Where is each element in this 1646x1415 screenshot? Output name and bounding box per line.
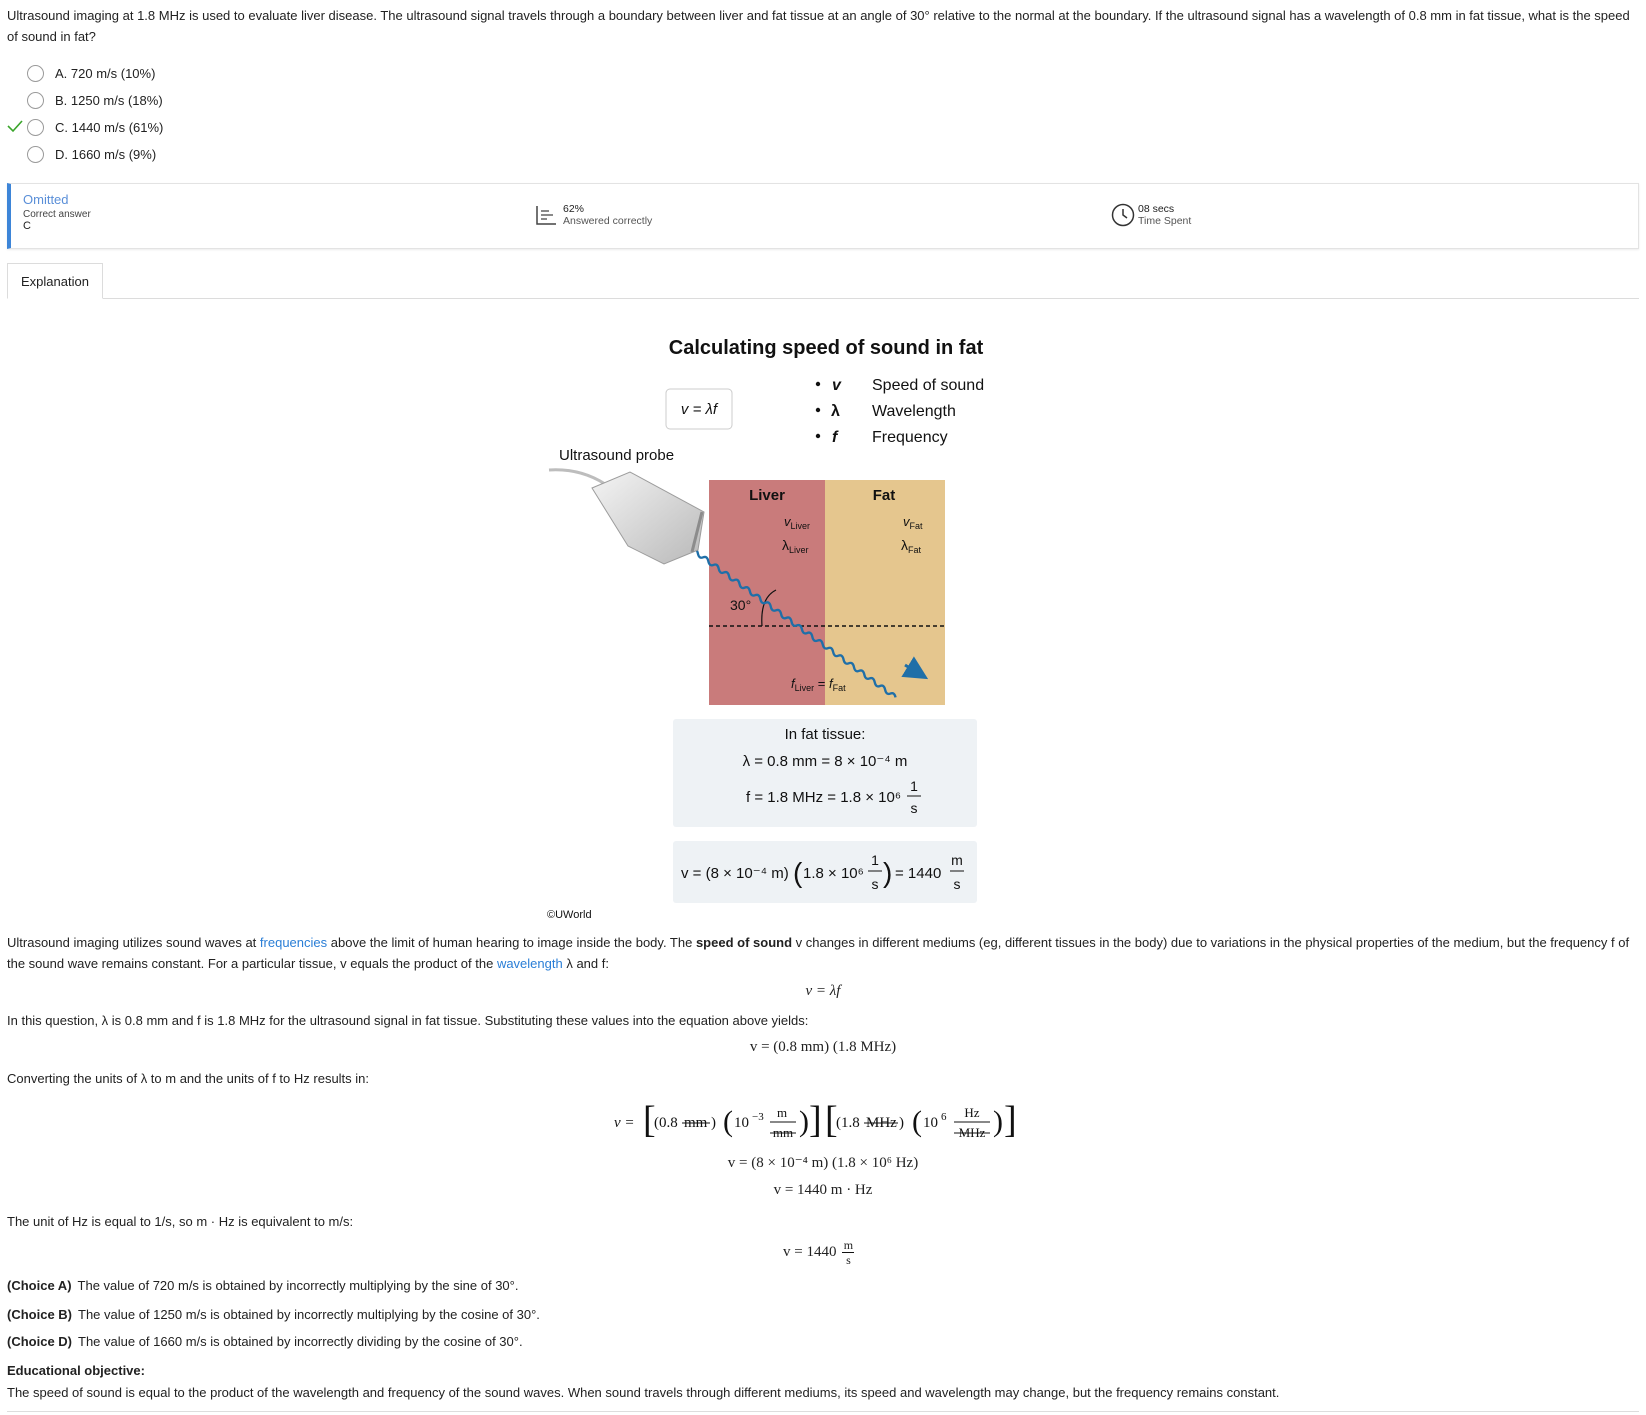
choice-a-expl-label: (Choice A): [7, 1278, 72, 1293]
eq3-ten-2: 10: [923, 1115, 938, 1131]
ultrasound-probe-icon: [549, 470, 704, 564]
equation-2: v = (0.8 mm) (1.8 MHz): [749, 1039, 897, 1055]
eq3-paren-close-4: ): [993, 1105, 1003, 1138]
eq3-hz: Hz: [964, 1105, 980, 1120]
equation-4: v = (8 × 10⁻⁴ m) (1.8 × 10⁶ Hz): [727, 1155, 919, 1171]
eq3-mm: mm: [684, 1115, 708, 1131]
checkmark-icon: [7, 118, 23, 134]
eq3-val1: (0.8: [654, 1115, 678, 1131]
equation-1: v = λf: [805, 983, 841, 999]
choice-a[interactable]: [7, 60, 163, 87]
choice-b-expl-text: The value of 1250 m/s is obtained by incorrectly multiplying by the cosine of 30°.: [78, 1307, 540, 1322]
status-text: Omitted: [23, 192, 69, 207]
explanation-paragraph-4: The unit of Hz is equal to 1/s, so m · Hz is equivalent to m/s:: [7, 1214, 354, 1229]
lambda-fat-symbol: $\lambda_{Fat}$: [901, 537, 922, 555]
legend-label-f: Frequency: [872, 429, 948, 446]
clock-icon: [1111, 203, 1135, 227]
eq3-mm-den: mm: [772, 1125, 794, 1140]
choice-b[interactable]: [7, 87, 163, 114]
bottom-divider: [7, 1411, 1639, 1412]
unit-conversion-equation: [610, 1096, 1040, 1148]
percent-label: Answered correctly: [563, 215, 653, 227]
eq3-paren-open-2: (: [723, 1105, 733, 1138]
eq3-val2: (1.8: [836, 1115, 860, 1131]
question-stem: Ultrasound imaging at 1.8 MHz is used to evaluate liver disease. The ultrasound signal travels through a boundary between liver and fat tissue at an angle of 30° relative to the normal at the boundary. If the ultrasound signal has a wavelength of 0.8 mm in fat tissue, what is the speed of sound in fat?: [7, 8, 1630, 44]
speed-result-left: v = (8 × 10⁻⁴ m): [681, 865, 789, 882]
explanation-paragraph-1: [7, 932, 1637, 974]
explanation-figure: [540, 330, 1000, 920]
correct-answer-label: Correct answer: [23, 209, 91, 220]
eq3-paren-close-2: ): [799, 1105, 809, 1138]
legend: [816, 377, 984, 446]
choice-a-explanation: [7, 1278, 518, 1293]
legend-bullet: [816, 408, 820, 412]
legend-bullet: [816, 434, 820, 438]
eq3-paren-close-3: ): [899, 1115, 904, 1131]
percent-value: 62%: [563, 203, 585, 215]
educational-objective-heading: Educational objective:: [7, 1363, 145, 1378]
tab-explanation[interactable]: Explanation: [7, 263, 103, 299]
speed-result-unit-den: s: [953, 876, 961, 892]
legend-label-lambda: Wavelength: [872, 403, 956, 420]
speed-result-unit-num: m: [951, 852, 963, 868]
liver-panel: [709, 480, 825, 705]
fat-info-wavelength: λ = 0.8 mm = 8 × 10⁻⁴ m: [742, 753, 908, 770]
paren-right: ): [883, 857, 893, 888]
p1-text-b: above the limit of human hearing to image inside the body. The: [327, 935, 696, 950]
choice-a-expl-text: The value of 720 m/s is obtained by incorrectly multiplying by the sine of 30°.: [77, 1278, 519, 1293]
probe-label: Ultrasound probe: [559, 447, 675, 464]
eq3-exp-2: 6: [941, 1111, 947, 1123]
speed-result-frac-num: 1: [871, 852, 879, 868]
fat-info-frac-num: 1: [910, 778, 918, 794]
equation-5: v = 1440 m · Hz: [773, 1182, 873, 1198]
angle-label: 30°: [730, 597, 752, 613]
fat-label: Fat: [872, 487, 896, 504]
eq3-m: m: [776, 1105, 788, 1120]
p1-text-a: Ultrasound imaging utilizes sound waves at: [7, 935, 260, 950]
choice-a-label: A. 720 m/s (10%): [55, 66, 156, 81]
paren-left: (: [793, 857, 803, 888]
eq3-ten: 10: [734, 1115, 749, 1131]
unit-m: m: [843, 1238, 854, 1252]
formula-text: v = λf: [680, 401, 718, 418]
wavelength-link[interactable]: wavelength: [496, 956, 563, 971]
unit-s: s: [846, 1253, 851, 1267]
choice-c-label: C. 1440 m/s (61%): [55, 120, 164, 135]
frequencies-link[interactable]: frequencies: [259, 935, 328, 950]
choice-d[interactable]: [7, 141, 163, 168]
choice-d-explanation: [7, 1334, 523, 1349]
equation-6-unit: [842, 1238, 854, 1267]
speed-result-right: = 1440: [895, 865, 942, 882]
fat-info-frequency: f = 1.8 MHz = 1.8 × 10⁶: [745, 789, 901, 806]
bar-chart-icon: [535, 204, 557, 226]
v-fat-symbol: $v_{Fat}$: [903, 514, 923, 531]
speed-result-frac-den: s: [871, 876, 879, 892]
choice-c[interactable]: [7, 114, 163, 141]
time-value: 08 secs: [1138, 203, 1175, 215]
stats-bar: [7, 183, 1639, 249]
eq3-mhz-den: MHz: [958, 1125, 986, 1140]
speed-result-mid: 1.8 × 10⁶: [803, 865, 864, 882]
eq3-paren-open-4: (: [912, 1105, 922, 1138]
choice-b-expl-label: (Choice B): [7, 1307, 72, 1322]
radio-c[interactable]: [27, 119, 44, 136]
status-block: [23, 192, 91, 232]
liver-label: Liver: [749, 487, 785, 504]
lambda-liver-symbol: $\lambda_{Liver}$: [782, 537, 809, 555]
legend-symbol-f: f: [832, 429, 838, 446]
fat-panel: [825, 480, 945, 705]
tab-bar: [7, 263, 1639, 299]
explanation-paragraph-2: In this question, λ is 0.8 mm and f is 1.8 MHz for the ultrasound signal in fat tissue. Substituting these values into the equation above yields:: [7, 1013, 809, 1028]
answer-choices: [7, 60, 163, 168]
eq3-paren-close: ): [711, 1115, 716, 1131]
p1-text-c: v changes in different mediums (eg, different tissues in the body) due to variations in the physical properties of the medium, but the frequency f of the sound wave remains constant. For a particular tissue, v equals the product of the: [7, 935, 1630, 971]
legend-bullet: [816, 382, 820, 386]
speed-of-sound-bold: speed of sound: [695, 935, 793, 950]
bracket-open-2: [: [825, 1099, 838, 1141]
radio-b[interactable]: [27, 92, 44, 109]
explanation-paragraph-3: Converting the units of λ to m and the units of f to Hz results in:: [7, 1071, 370, 1086]
radio-a[interactable]: [27, 65, 44, 82]
frequency-equality: $f_{Liver} = f_{Fat}$: [791, 676, 846, 693]
copyright: ©UWorld: [547, 909, 592, 920]
percent-block: [535, 203, 652, 227]
correct-answer-value: C: [23, 220, 31, 232]
choice-b-label: B. 1250 m/s (18%): [55, 93, 163, 108]
legend-label-v: Speed of sound: [872, 377, 985, 394]
choice-d-expl-text: The value of 1660 m/s is obtained by incorrectly dividing by the cosine of 30°.: [78, 1334, 523, 1349]
bracket-open: [: [643, 1099, 656, 1141]
p1-text-d: λ and f:: [562, 956, 609, 971]
radio-d[interactable]: [27, 146, 44, 163]
fat-info-heading: In fat tissue:: [784, 726, 866, 743]
figure-title: Calculating speed of sound in fat: [668, 337, 984, 359]
time-block: [1111, 203, 1191, 227]
legend-symbol-lambda: λ: [831, 403, 840, 420]
choice-d-expl-label: (Choice D): [7, 1334, 72, 1349]
choice-b-explanation: [7, 1307, 540, 1322]
equation-6: [783, 1238, 854, 1267]
eq3-exp: −3: [752, 1111, 764, 1123]
bracket-close-2: ]: [1004, 1099, 1017, 1141]
fat-info-frac-den: s: [910, 800, 918, 816]
time-label: Time Spent: [1138, 215, 1192, 227]
equation-6-value: v = 1440: [783, 1244, 837, 1260]
eq3-v: v =: [614, 1115, 635, 1131]
legend-symbol-v: v: [832, 377, 841, 394]
educational-objective-text: The speed of sound is equal to the product of the wavelength and frequency of the sound waves. When sound travels through different mediums, its speed and wavelength may change, but the frequency remains constant.: [7, 1385, 1280, 1400]
v-liver-symbol: $v_{Liver}$: [784, 514, 811, 531]
eq3-mhz: MHz: [866, 1115, 897, 1131]
choice-d-label: D. 1660 m/s (9%): [55, 147, 157, 162]
bracket-close: ]: [809, 1099, 822, 1141]
